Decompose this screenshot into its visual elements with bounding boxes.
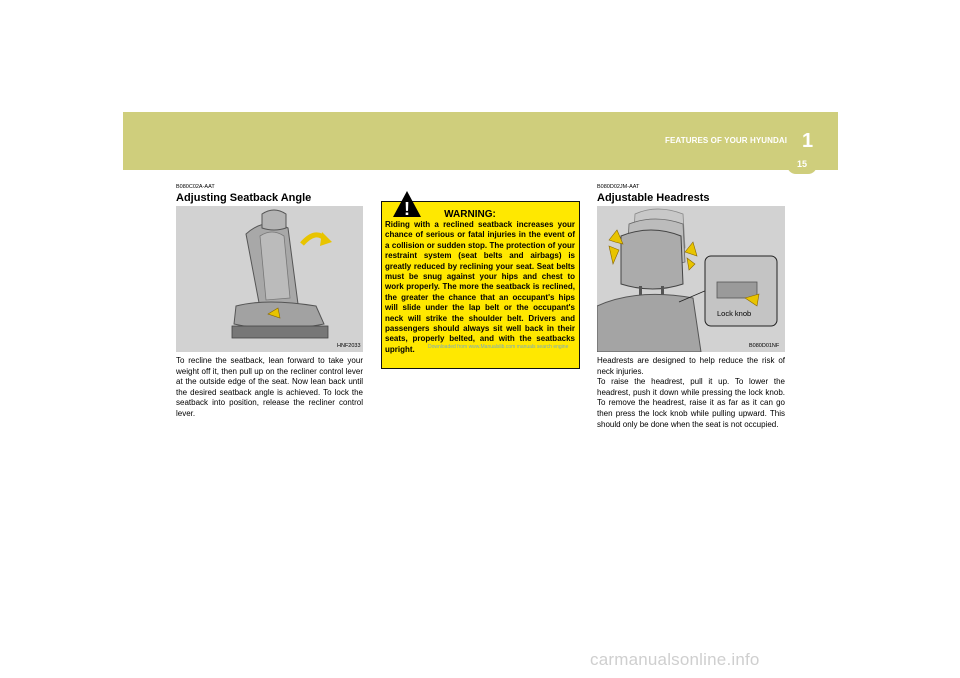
headrest-illustration: [597, 206, 785, 352]
seat-recline-illustration: [176, 206, 363, 352]
section-title: Adjustable Headrests: [597, 192, 710, 204]
section-code: B080C02A-AAT: [176, 184, 215, 190]
chapter-number: 1: [802, 130, 814, 152]
lock-knob-label: Lock knob: [717, 309, 752, 318]
warning-heading: WARNING:: [444, 209, 496, 220]
site-watermark: carmanualsonline.info: [590, 650, 760, 669]
warning-symbol: !: [404, 199, 410, 218]
watermark-text: Downloaded from www.Manualslib.com manuals search engine: [428, 344, 569, 350]
chapter-title: FEATURES OF YOUR HYUNDAI: [665, 136, 788, 145]
warning-body-text: Riding with a reclined seatback increases your chance of serious or fatal injuries in the event of a collision or sudden stop. The protection of your restraint system (seat belts and airbags) is greatly reduced by reclining your seat. Seat belts must be snug against your hips and chest to work properly. The more the seatback is reclined, the greater the chance that an occupant's hips will slide under the lap belt or the occupant's neck will strike the shoulder belt. Drivers and passengers should always sit well back in their seats, properly belted, and with the seatbacks upright.: [385, 220, 575, 354]
section-title: Adjusting Seatback Angle: [176, 192, 312, 204]
page-number: 15: [796, 159, 807, 169]
image-caption: B080D01NF: [749, 343, 780, 349]
seatback-body-text: To recline the seatback, lean forward to take your weight off it, then pull up on the recliner control lever at the outside edge of the seat. Now lean back until the desired seatback angle is achieved. To lock the seatback into position, release the recliner control lever.: [176, 356, 363, 418]
section-code: B080D02JM-AAT: [597, 184, 640, 190]
warning-icon: [392, 190, 422, 223]
headrest-body-text: Headrests are designed to help reduce the risk of neck injuries. To raise the headrest, pull it up. To lower the headrest, push it down while pressing the lock knob. To remove the headrest, raise it as far as it can go then press the lock knob while pulling upward. This should only be done when the seat is not occupied.: [597, 356, 785, 429]
image-caption: HNF2033: [337, 343, 361, 349]
